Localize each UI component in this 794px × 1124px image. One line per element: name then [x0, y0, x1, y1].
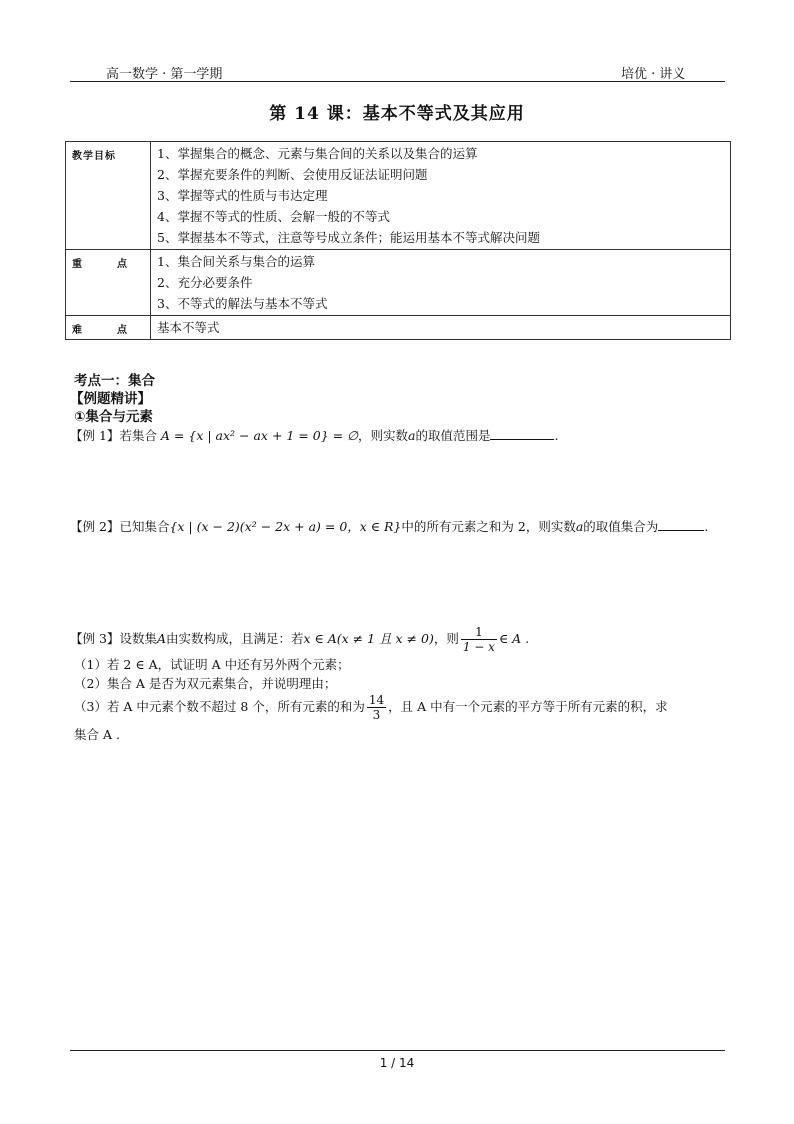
answer-blank: [658, 518, 704, 531]
goal-line: 1、掌握集合的概念、元素与集合间的关系以及集合的运算: [157, 146, 478, 161]
text: ，则实数: [357, 428, 408, 443]
example-2: [70, 518, 708, 536]
goals-content-key-points: [151, 250, 731, 316]
text: 已知集合: [119, 519, 170, 534]
fraction: [461, 625, 497, 654]
fraction-denominator: 3: [372, 708, 381, 722]
goals-table: [65, 141, 731, 340]
topic-title: ①集合与元素: [74, 409, 153, 425]
text: （3）若 A 中元素个数不超过 8 个，所有元素的和为: [74, 699, 365, 714]
goal-line: 4、掌握不等式的性质、会解一般的不等式: [157, 209, 390, 224]
text: .: [704, 519, 709, 534]
header-type: 培优 · 讲义: [621, 67, 686, 82]
header-divider: [70, 81, 725, 82]
fraction-numerator: 1: [461, 625, 497, 640]
goals-label-difficulty: [66, 316, 151, 340]
goals-row-difficulty: [66, 316, 731, 340]
key-point-line: 3、不等式的解法与基本不等式: [157, 296, 328, 311]
math-expression: {x | (x − 2)(x² − 2x + a) = 0，x ∈ R}: [169, 519, 402, 534]
text: 若集合: [119, 428, 161, 443]
math-var: a: [408, 428, 416, 443]
section-title: 考点一：集合: [74, 373, 155, 389]
text: ，且 A 中有一个元素的平方等于所有元素的积，求: [388, 699, 668, 714]
example-3-q2: （2）集合 A 是否为双元素集合，并说明理由；: [74, 676, 337, 691]
label-char: 重: [72, 259, 83, 270]
text: 中的所有元素之和为 2，则实数: [401, 519, 576, 534]
example-1: [70, 427, 558, 445]
text: .: [554, 428, 559, 443]
math-var: A: [156, 631, 166, 646]
example-3-q1: （1）若 2 ∈ A，试证明 A 中还有另外两个元素；: [74, 657, 350, 672]
goals-row-key-points: [66, 250, 731, 316]
text: 的取值范围是: [415, 428, 491, 443]
example-3-q3: [74, 690, 668, 724]
math-expression: x ∈ A(x ≠ 1 且 x ≠ 0): [303, 631, 434, 646]
text: 设数集: [119, 631, 157, 646]
math-expression: ∈ A .: [498, 631, 530, 646]
answer-blank: [490, 427, 554, 440]
goal-line: 2、掌握充要条件的判断、会使用反证法证明问题: [157, 167, 428, 182]
example-3-q3-end: 集合 A .: [74, 727, 120, 742]
text: 由实数构成，且满足：若: [165, 631, 304, 646]
example-tag: 【例 1】: [70, 428, 120, 443]
section-subtitle: 【例题精讲】: [70, 391, 151, 407]
goal-line: 3、掌握等式的性质与韦达定理: [157, 188, 328, 203]
goals-label-objectives: 教学目标: [66, 142, 151, 250]
label-char: 点: [117, 325, 128, 336]
fraction: [367, 693, 386, 722]
footer-divider: [70, 1050, 725, 1051]
key-point-line: 2、充分必要条件: [157, 275, 253, 290]
example-3: [70, 622, 529, 656]
goals-row-objectives: [66, 142, 731, 250]
math-var: a: [575, 519, 584, 534]
page-title: 第 14 课：基本不等式及其应用: [269, 104, 525, 124]
goals-label-key-points: [66, 250, 151, 316]
fraction-denominator: 1 − x: [462, 640, 495, 654]
page-number: 1 / 14: [379, 1056, 415, 1070]
label-char: 点: [117, 259, 128, 270]
goal-line: 5、掌握基本不等式，注意等号成立条件；能运用基本不等式解决问题: [157, 230, 540, 245]
fraction-numerator: 14: [368, 693, 385, 707]
text: ，则: [433, 631, 459, 646]
example-tag: 【例 2】: [70, 519, 120, 534]
example-tag: 【例 3】: [70, 631, 120, 646]
math-expression: A = {x | ax² − ax + 1 = 0} = ∅: [160, 428, 358, 443]
text: 的取值集合为: [583, 519, 659, 534]
key-point-line: 1、集合间关系与集合的运算: [157, 254, 315, 269]
goals-content-difficulty: [151, 316, 731, 340]
header-course: 高一数学 · 第一学期: [106, 67, 223, 82]
goals-content-objectives: [151, 142, 731, 250]
difficulty-line: 基本不等式: [157, 320, 220, 335]
label-char: 难: [72, 325, 83, 336]
